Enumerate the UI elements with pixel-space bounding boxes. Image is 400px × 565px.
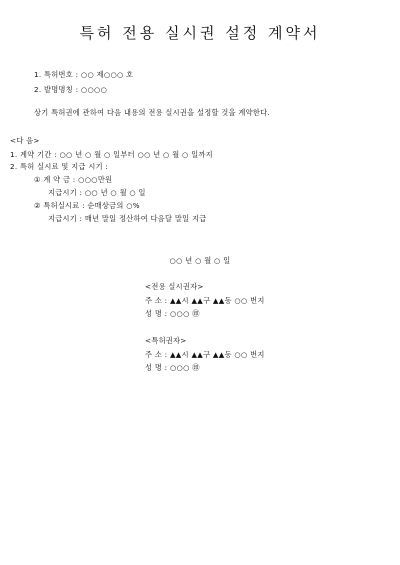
patent-number: 1. 특허번호 : ○○ 제○○○ 호 xyxy=(34,70,134,79)
patentee-name: 성 명 : ○○○ ㊞ xyxy=(145,363,200,372)
term-royalty-timing: 지급시기 : 매년 말일 정산하여 다음달 말일 지급 xyxy=(48,214,207,223)
term-down-payment-timing: 지급시기 : ○○ 년 ○ 월 ○ 일 xyxy=(48,188,146,197)
document-title: 특허 전용 실시권 설정 계약서 xyxy=(79,24,321,42)
term-royalty-heading: 2. 특허 실시료 및 지급 시기 : xyxy=(10,162,109,171)
intro-paragraph: 상기 특허권에 관하여 다음 내용의 전용 실시권을 설정할 것을 계약한다. xyxy=(34,108,270,117)
patentee-heading: <특허권자> xyxy=(145,336,187,345)
patentee-address: 주 소 : ▲▲시 ▲▲구 ▲▲동 ○○ 번지 xyxy=(145,350,265,359)
licensee-address: 주 소 : ▲▲시 ▲▲구 ▲▲동 ○○ 번지 xyxy=(145,296,265,305)
licensee-heading: <전용 실시권자> xyxy=(145,282,204,291)
contract-date: ○○ 년 ○ 월 ○ 일 xyxy=(169,256,231,265)
section-heading: <다 음> xyxy=(10,136,40,145)
licensee-name: 성 명 : ○○○ ㊞ xyxy=(145,309,200,318)
term-royalty-rate: ② 특허실시료 : 순매상금의 ○% xyxy=(34,201,140,210)
term-down-payment: ① 계 약 금 : ○○○만원 xyxy=(34,175,113,184)
invention-name: 2. 발명명칭 : ○○○○ xyxy=(34,85,108,94)
term-contract-period: 1. 계약 기간 : ○○ 년 ○ 월 ○ 일부터 ○○ 년 ○ 월 ○ 일까지 xyxy=(10,150,213,159)
